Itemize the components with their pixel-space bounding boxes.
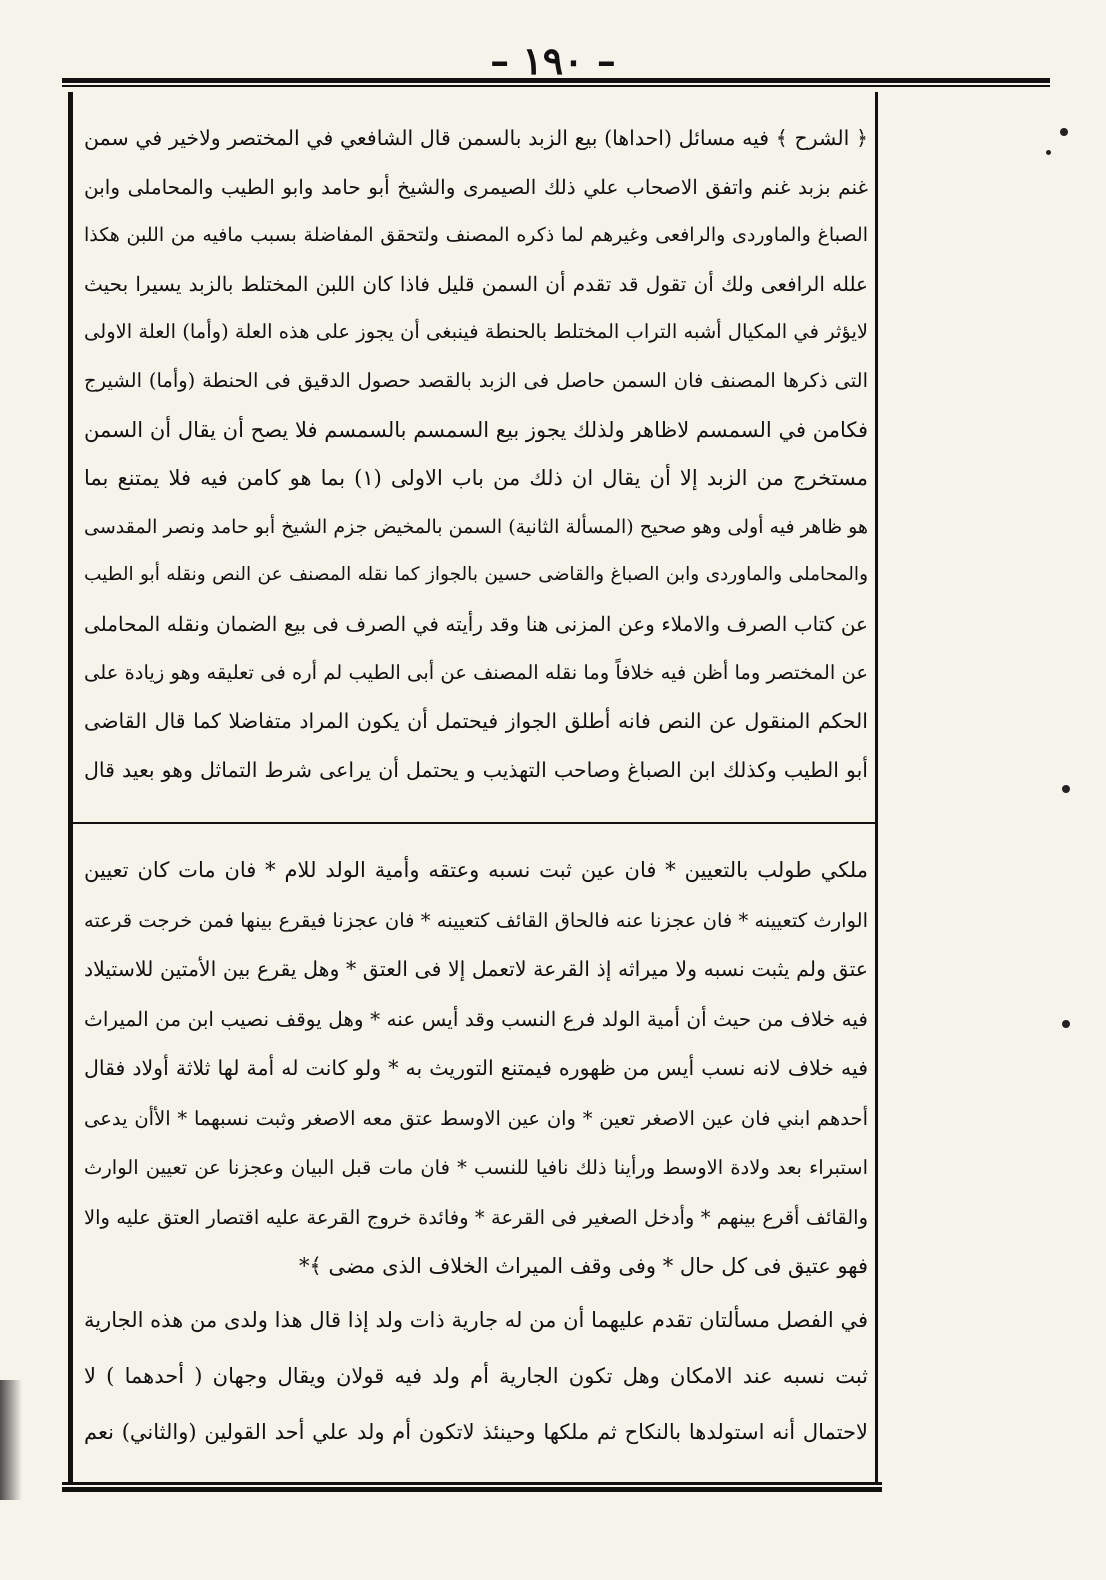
matn-block [84, 846, 868, 1292]
section-divider [72, 822, 876, 824]
commentary-line: أبو الطيب وكذلك ابن الصباغ وصاحب التهذيب و يحتمل أن يراعى شرط التماثل وهو بعيد قال [84, 757, 868, 782]
matn-line: والقائف أقرع بينهم * وأدخل الصغير فى القرعة * وفائدة خروج القرعة عليه اقتصار العتق عليه والا [84, 1205, 868, 1229]
commentary-line: ﴿ الشرح ﴾ فيه مسائل (احداها) بيع الزبد بالسمن قال الشافعي في المختصر ولاخير في سمن [84, 126, 868, 150]
bottom-double-rule [62, 1482, 882, 1492]
commentary-line: علله الرافعى ولك أن تقول قد تقدم أن السمن قليل فاذا كان اللبن المختلط بالزبد يسيرا بحيث [84, 271, 868, 296]
matn-line: استبراء بعد ولادة الاوسط ورأينا ذلك نافيا للنسب * فان مات قبل البيان وعجزنا عن تعيين الوارث [84, 1156, 868, 1179]
matn-line: فهو عتيق فى كل حال * وفى وقف الميراث الخلاف الذى مضى ﴾* [298, 1254, 868, 1278]
matn-line: ملكي طولب بالتعيين * فان عين ثبت نسبه وعتقه وأمية الولد للام * فان مات كان تعيين [84, 858, 868, 882]
commentary-line: عن كتاب الصرف والاملاء وعن المزنى هنا وقد رأيته في الصرف فى بيع الضمان ونقله المحاملى [84, 611, 868, 636]
continuation-line: لاحتمال أنه استولدها بالنكاح ثم ملكها وحينئذ لاتكون أم ولد علي أحد القولين (والثاني) نعم [84, 1420, 868, 1444]
continuation-line: في الفصل مسألتان تقدم عليهما أن من له جارية ذات ولد إذا قال هذا ولدى من هذه الجارية [84, 1308, 868, 1332]
commentary-line: الحكم المنقول عن النص فانه أطلق الجواز فيحتمل أن يكون المراد متفاضلا كما قال القاضى [84, 709, 868, 734]
commentary-line: غنم بزبد غنم واتفق الاصحاب علي ذلك الصيمرى والشيخ أبو حامد وابو الطيب والمحاملى وابن [84, 174, 868, 199]
margin-dot [1046, 150, 1051, 155]
matn-line: فيه خلاف من حيث أن أمية الولد فرع النسب وقد أيس عنه * وهل يوقف نصيب ابن من الميراث [84, 1006, 868, 1031]
commentary-line: مستخرج من الزبد إلا أن يقال ان ذلك من باب الاولى (١) بما هو كامن فيه فلا يمتنع بما [84, 466, 868, 491]
scan-edge-shadow [0, 1380, 22, 1500]
commentary-line: هو ظاهر فيه أولى وهو صحيح (المسألة الثانية) السمن بالمخيض جزم الشيخ أبو حامد ونصر المقدسى [84, 515, 868, 538]
continuation-block [84, 1292, 868, 1460]
commentary-line: لايؤثر في المكيال أشبه التراب المختلط بالحنطة فينبغى أن يجوز على هذه العلة (وأما) العلة الاولى [84, 320, 868, 344]
commentary-line: عن المختصر وما أظن فيه خلافاً وما نقله المصنف عن أبى الطيب لم أره فى تعليقه وهو زيادة على [84, 660, 868, 684]
matn-line: فيه خلاف لانه نسب أيس من ظهوره فيمتنع التوريث به * ولو كانت له أمة لها ثلاثة أولاد فقال [84, 1056, 868, 1080]
margin-dot [1062, 785, 1070, 793]
commentary-block [84, 114, 868, 794]
matn-line: أحدهم ابني فان عين الاصغر تعين * وان عين الاوسط عتق معه الاصغر وثبت نسبهما * الأأن يدعى [84, 1106, 868, 1130]
margin-dot [1060, 128, 1068, 136]
commentary-line: فكامن في السمسم لاظاهر ولذلك يجوز بيع السمسم بالسمسم فلا يصح أن يقال أن السمن [84, 417, 868, 442]
commentary-line: والمحاملى والماوردى وابن الصباغ والقاضى حسين بالجواز كما نقله المصنف عن النص ونقله أبو الطيب [84, 564, 868, 586]
commentary-line: الصباغ والماوردى والرافعى وغيرهم لما ذكره المصنف ولتحقق المفاضلة بسبب مافيه من اللبن هكذا [84, 224, 868, 247]
commentary-line: التى ذكرها المصنف فان السمن حاصل فى الزبد بالقصد حصول الدقيق فى الحنطة (وأما) الشيرج [84, 368, 868, 392]
matn-line: عتق ولم يثبت نسبه ولا ميراثه إذ القرعة لاتعمل إلا فى العتق * وهل يقرع بين الأمتين للاستيلاد [84, 957, 868, 981]
top-double-rule [62, 78, 1050, 87]
matn-line: الوارث كتعيينه * فان عجزنا عنه فالحاق القائف كتعيينه * فان عجزنا فيقرع بينها فمن خرجت قرعته [84, 908, 868, 932]
page-number: – ١٩٠ – [490, 38, 616, 83]
margin-dot [1062, 1020, 1070, 1028]
continuation-line: ثبت نسبه عند الامكان وهل تكون الجارية أم ولد فيه قولان ويقال وجهان ( أحدهما ) لا [84, 1364, 868, 1388]
